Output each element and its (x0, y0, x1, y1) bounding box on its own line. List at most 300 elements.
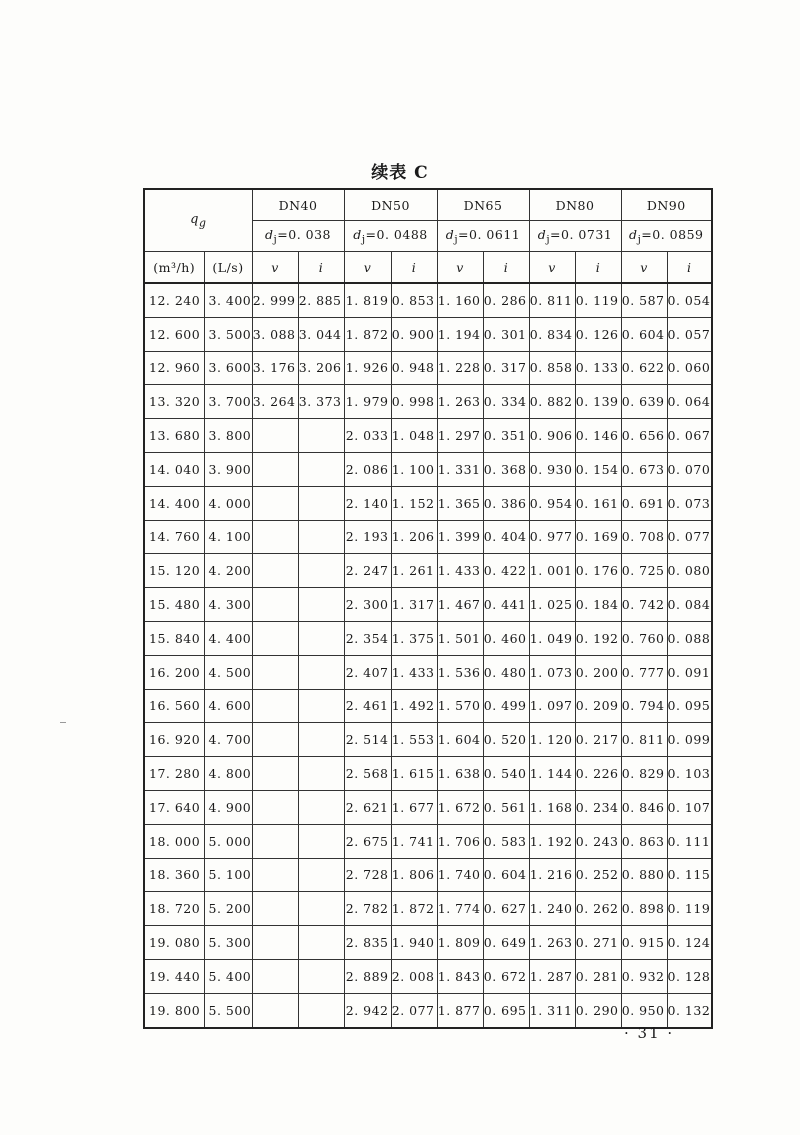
table-cell (298, 790, 344, 824)
table-cell: 0. 209 (575, 689, 621, 723)
table-cell: 0. 169 (575, 520, 621, 554)
table-cell: 2. 407 (344, 655, 391, 689)
table-cell: 1. 331 (437, 452, 483, 486)
table-cell: 0. 128 (667, 959, 712, 993)
table-cell (252, 486, 298, 520)
table-cell: 5. 300 (204, 926, 252, 960)
table-cell: 3. 176 (252, 351, 298, 385)
table-cell: 1. 877 (437, 993, 483, 1027)
table-cell: 18. 360 (144, 858, 204, 892)
table-cell: 0. 368 (483, 452, 529, 486)
table-cell: 0. 234 (575, 790, 621, 824)
table-cell: 5. 000 (204, 824, 252, 858)
table-cell (252, 621, 298, 655)
table-cell: 0. 184 (575, 588, 621, 622)
table-cell: 2. 782 (344, 892, 391, 926)
table-cell: 0. 077 (667, 520, 712, 554)
table-cell (252, 824, 298, 858)
table-cell: 14. 400 (144, 486, 204, 520)
table-cell: 0. 060 (667, 351, 712, 385)
table-cell: 1. 048 (391, 419, 437, 453)
table-row (144, 824, 712, 858)
table-cell: 0. 932 (621, 959, 667, 993)
table-cell: 0. 146 (575, 419, 621, 453)
table-cell: 1. 553 (391, 723, 437, 757)
pipe-name-dn40: DN40 (252, 189, 344, 221)
table-cell: 1. 240 (529, 892, 575, 926)
table-cell: 3. 800 (204, 419, 252, 453)
table-cell (298, 892, 344, 926)
table-cell: 0. 139 (575, 385, 621, 419)
table-cell: 0. 834 (529, 317, 575, 351)
table-cell: 3. 900 (204, 452, 252, 486)
table-cell: 0. 252 (575, 858, 621, 892)
table-cell: 0. 262 (575, 892, 621, 926)
table-cell: 0. 080 (667, 554, 712, 588)
table-cell: 1. 261 (391, 554, 437, 588)
table-cell: 2. 889 (344, 959, 391, 993)
table-cell (252, 452, 298, 486)
table-cell: 0. 351 (483, 419, 529, 453)
table-cell: 2. 461 (344, 689, 391, 723)
velocity-label: v (252, 252, 298, 284)
table-cell: 0. 673 (621, 452, 667, 486)
table-cell: 0. 540 (483, 757, 529, 791)
table-cell: 0. 073 (667, 486, 712, 520)
table-cell: 1. 317 (391, 588, 437, 622)
table-cell: 0. 054 (667, 283, 712, 317)
table-cell: 2. 077 (391, 993, 437, 1027)
table-cell: 0. 176 (575, 554, 621, 588)
table-row (144, 385, 712, 419)
table-cell: 2. 885 (298, 283, 344, 317)
table-cell: 2. 835 (344, 926, 391, 960)
table-cell: 0. 725 (621, 554, 667, 588)
table-cell: 0. 695 (483, 993, 529, 1027)
table-cell: 1. 216 (529, 858, 575, 892)
table-cell: 1. 073 (529, 655, 575, 689)
table-cell: 0. 561 (483, 790, 529, 824)
table-cell: 5. 100 (204, 858, 252, 892)
table-cell: 16. 560 (144, 689, 204, 723)
table-cell: 1. 192 (529, 824, 575, 858)
table-cell: 0. 906 (529, 419, 575, 453)
pipe-name-dn80: DN80 (529, 189, 621, 221)
table-cell: 0. 317 (483, 351, 529, 385)
table-row (144, 790, 712, 824)
table-cell: 1. 979 (344, 385, 391, 419)
table-cell: 2. 568 (344, 757, 391, 791)
table-cell: 13. 680 (144, 419, 204, 453)
table-row (144, 757, 712, 791)
table-row (144, 452, 712, 486)
table-cell: 1. 365 (437, 486, 483, 520)
table-cell: 1. 168 (529, 790, 575, 824)
table-cell (298, 588, 344, 622)
flow-header: $q_g$ (144, 189, 252, 252)
gradient-label: i (667, 252, 712, 284)
table-cell: 3. 400 (204, 283, 252, 317)
table-cell: 1. 872 (344, 317, 391, 351)
table-cell: 2. 140 (344, 486, 391, 520)
table-cell: 0. 271 (575, 926, 621, 960)
table-cell: 4. 400 (204, 621, 252, 655)
table-row (144, 554, 712, 588)
table-cell: 0. 192 (575, 621, 621, 655)
table-cell (252, 993, 298, 1027)
table-cell: 5. 500 (204, 993, 252, 1027)
table-cell: 0. 882 (529, 385, 575, 419)
table-cell: 0. 950 (621, 993, 667, 1027)
pipe-name-dn50: DN50 (344, 189, 437, 221)
table-cell (298, 757, 344, 791)
table-cell: 2. 008 (391, 959, 437, 993)
inner-diameter-dn90: $d_j=0$. 0859 (621, 221, 712, 252)
table-cell: 1. 120 (529, 723, 575, 757)
unit-ls: (L/s) (204, 252, 252, 284)
table-cell: 0. 777 (621, 655, 667, 689)
table-cell: 17. 280 (144, 757, 204, 791)
gradient-label: i (483, 252, 529, 284)
table-cell: 0. 604 (483, 858, 529, 892)
table-cell: 0. 064 (667, 385, 712, 419)
table-cell (298, 926, 344, 960)
table-cell: 0. 672 (483, 959, 529, 993)
table-cell (252, 689, 298, 723)
table-row (144, 655, 712, 689)
inner-diameter-dn65: $d_j=0$. 0611 (437, 221, 529, 252)
table-cell (298, 959, 344, 993)
table-cell (298, 723, 344, 757)
table-cell: 19. 440 (144, 959, 204, 993)
table-cell: 0. 898 (621, 892, 667, 926)
table-cell: 2. 514 (344, 723, 391, 757)
table-cell: 5. 400 (204, 959, 252, 993)
table-cell: 1. 025 (529, 588, 575, 622)
table-cell: 0. 627 (483, 892, 529, 926)
table-row (144, 993, 712, 1027)
table-cell: 1. 774 (437, 892, 483, 926)
table-cell: 2. 300 (344, 588, 391, 622)
velocity-label: v (529, 252, 575, 284)
table-cell: 1. 097 (529, 689, 575, 723)
table-cell: 1. 843 (437, 959, 483, 993)
table-cell: 4. 000 (204, 486, 252, 520)
table-cell: 0. 441 (483, 588, 529, 622)
table-cell (252, 757, 298, 791)
table-cell: 15. 840 (144, 621, 204, 655)
table-cell: 15. 120 (144, 554, 204, 588)
table-cell: 3. 088 (252, 317, 298, 351)
table-cell (252, 520, 298, 554)
table-row (144, 283, 712, 317)
table-row (144, 689, 712, 723)
table-cell: 18. 720 (144, 892, 204, 926)
table-cell: 1. 228 (437, 351, 483, 385)
pipe-name-dn65: DN65 (437, 189, 529, 221)
table-cell: 3. 206 (298, 351, 344, 385)
header-row-units (144, 252, 712, 284)
table-cell (298, 520, 344, 554)
table-cell: 0. 811 (621, 723, 667, 757)
table-cell (252, 554, 298, 588)
table-cell: 1. 806 (391, 858, 437, 892)
table-cell: 0. 930 (529, 452, 575, 486)
table-cell: 4. 900 (204, 790, 252, 824)
velocity-label: v (621, 252, 667, 284)
page-number: · 31 · (624, 1024, 675, 1042)
table-cell: 1. 740 (437, 858, 483, 892)
table-cell: 0. 099 (667, 723, 712, 757)
table-cell: 4. 800 (204, 757, 252, 791)
table-cell: 0. 880 (621, 858, 667, 892)
table-cell: 0. 846 (621, 790, 667, 824)
velocity-label: v (437, 252, 483, 284)
table-cell: 1. 492 (391, 689, 437, 723)
table-cell: 4. 600 (204, 689, 252, 723)
table-cell: 1. 206 (391, 520, 437, 554)
table-cell: 2. 086 (344, 452, 391, 486)
table-cell: 1. 100 (391, 452, 437, 486)
table-cell: 0. 084 (667, 588, 712, 622)
table-cell: 0. 760 (621, 621, 667, 655)
table-cell: 17. 640 (144, 790, 204, 824)
table-cell (252, 892, 298, 926)
table-cell: 0. 404 (483, 520, 529, 554)
table-cell: 3. 700 (204, 385, 252, 419)
table-cell: 1. 872 (391, 892, 437, 926)
table-cell: 0. 161 (575, 486, 621, 520)
table-cell: 3. 500 (204, 317, 252, 351)
table-cell: 16. 200 (144, 655, 204, 689)
table-cell (298, 621, 344, 655)
table-row (144, 621, 712, 655)
table-cell: 0. 499 (483, 689, 529, 723)
table-cell (298, 419, 344, 453)
table-cell: 0. 520 (483, 723, 529, 757)
table-cell: 12. 240 (144, 283, 204, 317)
table-cell: 4. 300 (204, 588, 252, 622)
pipe-name-dn90: DN90 (621, 189, 712, 221)
table-cell: 0. 119 (667, 892, 712, 926)
table-cell: 0. 480 (483, 655, 529, 689)
table-cell: 1. 819 (344, 283, 391, 317)
table-row (144, 926, 712, 960)
table-cell: 0. 095 (667, 689, 712, 723)
table-cell: 2. 193 (344, 520, 391, 554)
table-cell: 0. 829 (621, 757, 667, 791)
table-cell: 0. 742 (621, 588, 667, 622)
table-cell: 0. 070 (667, 452, 712, 486)
table-cell: 0. 067 (667, 419, 712, 453)
table-cell: 3. 264 (252, 385, 298, 419)
table-cell: 0. 281 (575, 959, 621, 993)
table-cell: 14. 040 (144, 452, 204, 486)
table-cell: 0. 691 (621, 486, 667, 520)
gradient-label: i (298, 252, 344, 284)
table-cell: 1. 001 (529, 554, 575, 588)
table-cell: 0. 154 (575, 452, 621, 486)
velocity-label: v (344, 252, 391, 284)
table-cell: 0. 656 (621, 419, 667, 453)
table-cell: 0. 915 (621, 926, 667, 960)
table-row (144, 892, 712, 926)
table-cell: 1. 144 (529, 757, 575, 791)
inner-diameter-dn50: $d_j=0$. 0488 (344, 221, 437, 252)
inner-diameter-dn80: $d_j=0$. 0731 (529, 221, 621, 252)
table-cell: 1. 311 (529, 993, 575, 1027)
table-cell (298, 655, 344, 689)
table-cell (252, 419, 298, 453)
table-cell: 0. 217 (575, 723, 621, 757)
unit-m3h: (m³/h) (144, 252, 204, 284)
table-cell: 1. 809 (437, 926, 483, 960)
table-cell: 0. 243 (575, 824, 621, 858)
table-cell: 0. 226 (575, 757, 621, 791)
table-cell: 4. 100 (204, 520, 252, 554)
table-cell: 1. 375 (391, 621, 437, 655)
table-cell: 4. 500 (204, 655, 252, 689)
table-cell: 0. 386 (483, 486, 529, 520)
table-cell: 3. 044 (298, 317, 344, 351)
table-cell: 0. 334 (483, 385, 529, 419)
table-cell: 0. 863 (621, 824, 667, 858)
inner-diameter-dn40: $d_j=0$. 038 (252, 221, 344, 252)
table-cell: 16. 920 (144, 723, 204, 757)
table-cell: 3. 373 (298, 385, 344, 419)
table-row (144, 317, 712, 351)
table-cell: 0. 111 (667, 824, 712, 858)
table-cell: 1. 297 (437, 419, 483, 453)
table-cell: 1. 741 (391, 824, 437, 858)
table-cell: 0. 858 (529, 351, 575, 385)
table-cell: 0. 286 (483, 283, 529, 317)
table-cell: 2. 942 (344, 993, 391, 1027)
table-cell: 0. 583 (483, 824, 529, 858)
table-cell: 2. 033 (344, 419, 391, 453)
table-cell: 0. 622 (621, 351, 667, 385)
table-cell: 3. 600 (204, 351, 252, 385)
table-cell: 0. 794 (621, 689, 667, 723)
table-title: 续表 C (371, 163, 429, 183)
table-cell (298, 993, 344, 1027)
table-cell: 1. 160 (437, 283, 483, 317)
table-cell: 0. 290 (575, 993, 621, 1027)
table-cell: 1. 940 (391, 926, 437, 960)
table-cell: 0. 088 (667, 621, 712, 655)
table-cell: 1. 604 (437, 723, 483, 757)
gradient-label: i (575, 252, 621, 284)
table-cell: 1. 194 (437, 317, 483, 351)
table-row (144, 419, 712, 453)
table-cell: 13. 320 (144, 385, 204, 419)
table-cell: 19. 080 (144, 926, 204, 960)
table-cell (252, 959, 298, 993)
table-row (144, 858, 712, 892)
header-row-pipe-names (144, 189, 712, 221)
table-cell (252, 790, 298, 824)
table-cell (252, 655, 298, 689)
table-row (144, 588, 712, 622)
table-row (144, 723, 712, 757)
table-cell: 1. 263 (529, 926, 575, 960)
table-cell (252, 858, 298, 892)
table-cell: 1. 287 (529, 959, 575, 993)
table-cell: 1. 399 (437, 520, 483, 554)
table-cell (298, 689, 344, 723)
table-cell: 0. 133 (575, 351, 621, 385)
table-cell: 2. 621 (344, 790, 391, 824)
table-cell: 1. 677 (391, 790, 437, 824)
table-cell: 0. 998 (391, 385, 437, 419)
table-cell: 0. 091 (667, 655, 712, 689)
table-cell: 1. 615 (391, 757, 437, 791)
table-cell: 2. 354 (344, 621, 391, 655)
table-cell: 4. 200 (204, 554, 252, 588)
table-cell: 0. 639 (621, 385, 667, 419)
table-cell: 0. 954 (529, 486, 575, 520)
table-cell: 0. 119 (575, 283, 621, 317)
table-cell: 0. 301 (483, 317, 529, 351)
table-cell: 0. 126 (575, 317, 621, 351)
table-cell: 2. 999 (252, 283, 298, 317)
table-cell: 12. 960 (144, 351, 204, 385)
table-cell: 0. 460 (483, 621, 529, 655)
table-cell: 0. 649 (483, 926, 529, 960)
table-cell (298, 486, 344, 520)
table-cell: 0. 107 (667, 790, 712, 824)
table-row (144, 351, 712, 385)
table-cell: 1. 536 (437, 655, 483, 689)
table-cell: 0. 115 (667, 858, 712, 892)
table-cell: 0. 200 (575, 655, 621, 689)
table-cell (252, 588, 298, 622)
table-row (144, 959, 712, 993)
gradient-label: i (391, 252, 437, 284)
scan-speck (60, 722, 66, 723)
table-cell: 12. 600 (144, 317, 204, 351)
table-cell: 5. 200 (204, 892, 252, 926)
table-cell (298, 452, 344, 486)
table-cell: 19. 800 (144, 993, 204, 1027)
table-cell: 0. 853 (391, 283, 437, 317)
table-cell (298, 824, 344, 858)
table-cell: 0. 103 (667, 757, 712, 791)
table-cell: 1. 049 (529, 621, 575, 655)
table-cell: 0. 811 (529, 283, 575, 317)
table-cell: 2. 247 (344, 554, 391, 588)
table-cell: 0. 900 (391, 317, 437, 351)
table-cell: 0. 422 (483, 554, 529, 588)
table-cell: 0. 604 (621, 317, 667, 351)
table-cell: 0. 587 (621, 283, 667, 317)
table-cell: 0. 132 (667, 993, 712, 1027)
table-cell: 1. 467 (437, 588, 483, 622)
table-cell (252, 723, 298, 757)
table-cell (252, 926, 298, 960)
table-cell (298, 858, 344, 892)
table-cell: 1. 433 (391, 655, 437, 689)
table-cell: 2. 728 (344, 858, 391, 892)
table-cell: 1. 672 (437, 790, 483, 824)
table-cell: 0. 977 (529, 520, 575, 554)
table-cell: 2. 675 (344, 824, 391, 858)
table-cell (298, 554, 344, 588)
table-row (144, 486, 712, 520)
table-row (144, 520, 712, 554)
hydraulic-table (143, 188, 713, 1029)
table-cell: 1. 926 (344, 351, 391, 385)
